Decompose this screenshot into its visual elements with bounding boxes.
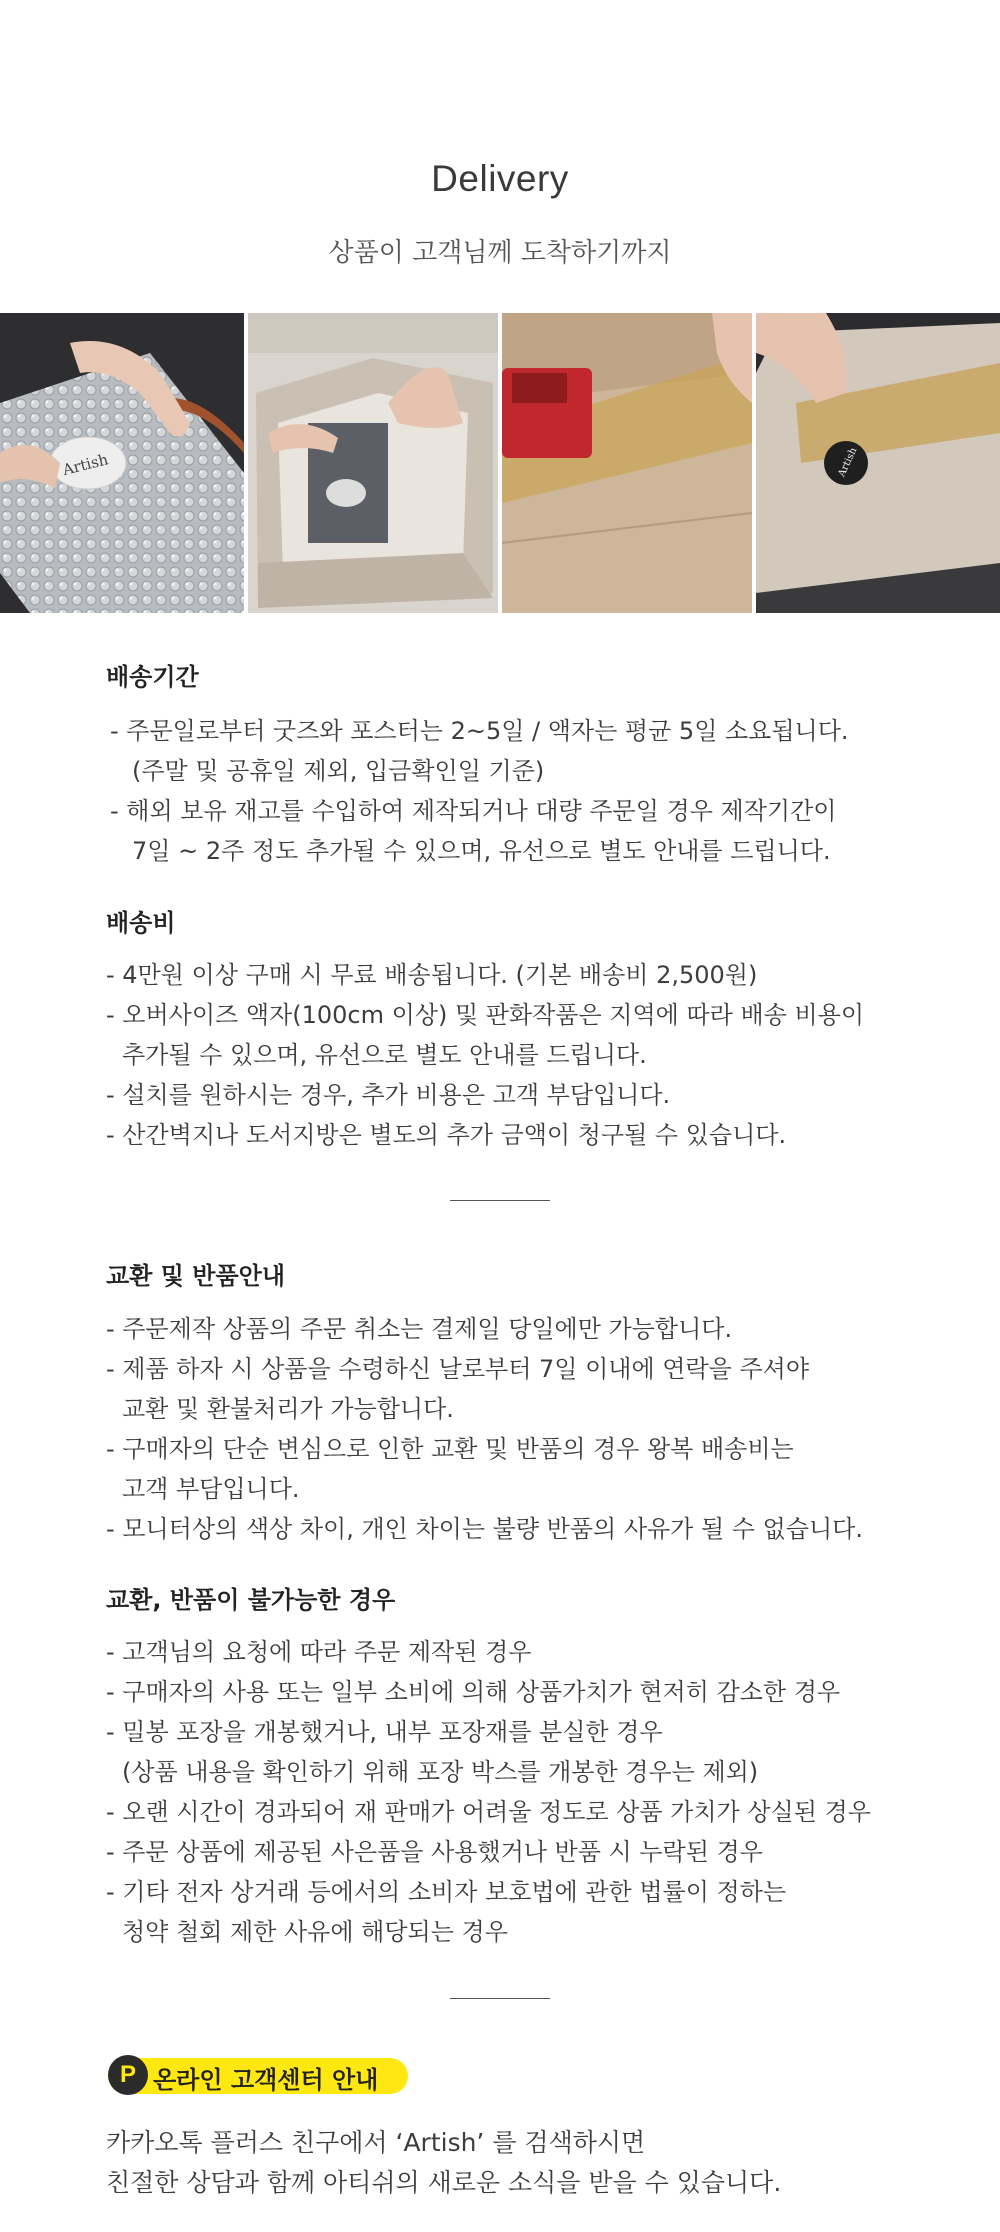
shipping-fee-line: - 4만원 이상 구매 시 무료 배송됩니다. (기본 배송비 2,500원) (106, 961, 758, 989)
exchange-return-line: - 모니터상의 색상 차이, 개인 차이는 불량 반품의 사유가 될 수 없습니다. (106, 1515, 863, 1543)
photo-open-box (248, 313, 498, 613)
shipping-period-line: - 주문일로부터 굿즈와 포스터는 2~5일 / 액자는 평균 5일 소요됩니다. (110, 717, 849, 745)
not-allowed-line: - 구매자의 사용 또는 일부 소비에 의해 상품가치가 현저히 감소한 경우 (106, 1678, 841, 1706)
not-allowed-line: (상품 내용을 확인하기 위해 포장 박스를 개봉한 경우는 제외) (122, 1758, 759, 1786)
not-allowed-line: - 고객님의 요청에 따라 주문 제작된 경우 (106, 1638, 532, 1666)
exchange-return-line: - 주문제작 상품의 주문 취소는 결제일 당일에만 가능합니다. (106, 1315, 733, 1343)
exchange-return-line: 고객 부담입니다. (122, 1475, 300, 1503)
customer-center-line: 친절한 상담과 함께 아티쉬의 새로운 소식을 받을 수 있습니다. (106, 2168, 782, 2197)
sticker-label: Artish (60, 450, 111, 479)
not-allowed-line: - 오랜 시간이 경과되어 재 판매가 어려울 정도로 상품 가치가 상실된 경우 (106, 1798, 871, 1826)
exchange-return-line: - 구매자의 단순 변심으로 인한 교환 및 반품의 경우 왕복 배송비는 (106, 1435, 794, 1463)
shipping-fee-line: - 산간벽지나 도서지방은 별도의 추가 금액이 청구될 수 있습니다. (106, 1121, 787, 1149)
not-allowed-line: - 기타 전자 상거래 등에서의 소비자 보호법에 관한 법률이 정하는 (106, 1878, 787, 1906)
not-allowed-title: 교환, 반품이 불가능한 경우 (106, 1586, 396, 1614)
shipping-fee-line: - 오버사이즈 액자(100cm 이상) 및 판화작품은 지역에 따라 배송 비용이 (106, 1001, 865, 1029)
photo-taped-box (756, 313, 1000, 613)
photo-taping-box (502, 313, 752, 613)
page-title: Delivery (431, 158, 569, 199)
shipping-period-title: 배송기간 (106, 663, 199, 691)
page-subtitle: 상품이 고객님께 도착하기까지 (328, 238, 672, 268)
shipping-fee-line: 추가될 수 있으며, 유선으로 별도 안내를 드립니다. (122, 1041, 647, 1069)
shipping-period-line: (주말 및 공휴일 제외, 입금확인일 기준) (132, 757, 545, 785)
customer-center-label: 온라인 고객센터 안내 (153, 2066, 379, 2094)
kakao-plus-icon: P (108, 2055, 148, 2095)
shipping-period-line: - 해외 보유 재고를 수입하여 제작되거나 대량 주문일 경우 제작기간이 (110, 797, 837, 825)
shipping-fee-title: 배송비 (106, 909, 176, 937)
photo-bubble-wrap (0, 313, 244, 613)
section-divider (450, 1998, 550, 1999)
packaging-photo-strip (0, 313, 1000, 613)
not-allowed-line: 청약 철회 제한 사유에 해당되는 경우 (122, 1918, 508, 1946)
customer-center-line: 카카오톡 플러스 친구에서 ‘Artish’ 를 검색하시면 (106, 2128, 646, 2157)
not-allowed-line: - 주문 상품에 제공된 사은품을 사용했거나 반품 시 누락된 경우 (106, 1838, 763, 1866)
not-allowed-line: - 밀봉 포장을 개봉했거나, 내부 포장재를 분실한 경우 (106, 1718, 663, 1746)
shipping-fee-line: - 설치를 원하시는 경우, 추가 비용은 고객 부담입니다. (106, 1081, 671, 1109)
shipping-period-line: 7일 ~ 2주 정도 추가될 수 있으며, 유선으로 별도 안내를 드립니다. (132, 837, 831, 865)
exchange-return-line: 교환 및 환불처리가 가능합니다. (122, 1395, 454, 1423)
box-sticker-label: Artish (836, 446, 860, 479)
exchange-return-line: - 제품 하자 시 상품을 수령하신 날로부터 7일 이내에 연락을 주셔야 (106, 1355, 810, 1383)
exchange-return-title: 교환 및 반품안내 (106, 1262, 285, 1290)
section-divider (450, 1200, 550, 1201)
